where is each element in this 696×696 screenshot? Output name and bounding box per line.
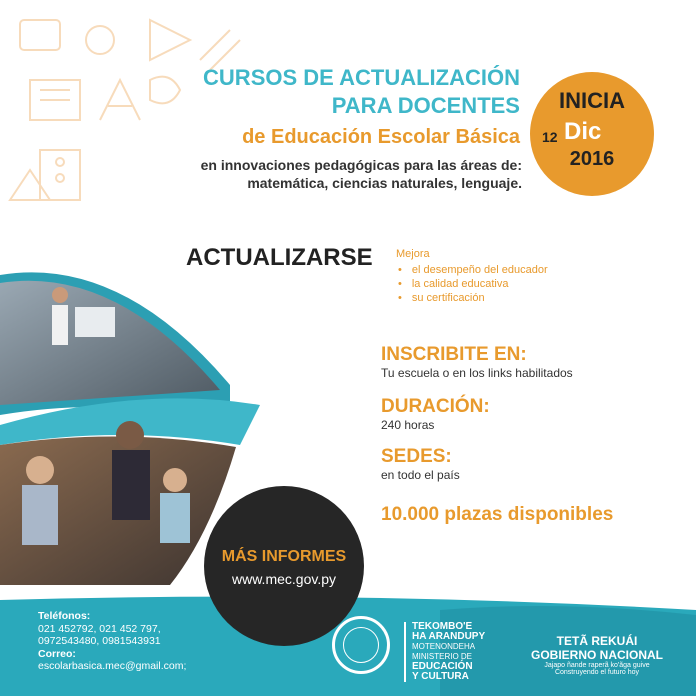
benefits-list — [398, 263, 548, 305]
enroll-title: INSCRIBITE EN: — [381, 344, 527, 365]
benefit-item: • el desempeño del educador — [398, 263, 548, 277]
gov-line: TETÃ REKUÁI — [556, 634, 638, 648]
phones-line: 021 452792, 021 452 797, — [38, 622, 161, 635]
start-year: 2016 — [569, 148, 615, 170]
benefit-item: • la calidad educativa — [398, 277, 548, 291]
duration-title: DURACIÓN: — [381, 396, 490, 417]
main-title — [140, 64, 520, 120]
title-line-3: de Educación Escolar Básica — [242, 126, 520, 148]
benefits-heading: ACTUALIZARSE — [186, 244, 373, 271]
subtitle — [120, 156, 522, 192]
more-info-label: MÁS INFORMES — [221, 548, 347, 565]
start-day: 12 — [542, 129, 558, 145]
phones-line: 0972543480, 0981543931 — [38, 635, 161, 647]
email-link[interactable]: escolarbasica.mec@gmail.com; — [38, 660, 187, 672]
enroll-section — [381, 344, 573, 380]
phones-label: Teléfonos: — [38, 610, 91, 622]
title-line-2: PARA DOCENTES — [331, 93, 520, 118]
start-date-badge — [530, 72, 654, 196]
venues-text: en todo el país — [381, 468, 460, 482]
gov-line: GOBIERNO NACIONAL — [531, 648, 663, 662]
benefit-item: • su certificación — [398, 291, 548, 305]
ministry-line: EDUCACIÓN — [412, 661, 473, 672]
subtitle-line-2: matemática, ciencias naturales, lenguaje. — [247, 175, 522, 191]
ministry-line: Y CULTURA — [412, 671, 469, 682]
gov-line: Construyendo el futuro hoy — [554, 669, 640, 676]
subtitle-line-1: en innovaciones pedagógicas para las áreas de: — [200, 157, 522, 173]
seats-available: 10.000 plazas disponibles — [381, 504, 614, 525]
start-month: Dic — [564, 118, 602, 145]
email-label: Correo: — [38, 647, 76, 660]
benefits-intro: Mejora — [396, 248, 430, 260]
more-info-badge — [204, 486, 364, 646]
contact-info — [38, 610, 186, 673]
school-doodles-icon — [0, 0, 280, 240]
seal-inner-ring — [343, 627, 379, 663]
enroll-text: Tu escuela o en los links habilitados — [381, 366, 573, 380]
title-line-1: CURSOS DE ACTUALIZACIÓN — [203, 65, 520, 90]
ministry-line: HA ARANDUPY — [412, 631, 486, 642]
government-logo — [522, 634, 672, 676]
duration-text: 240 horas — [381, 418, 435, 432]
ministry-logo-text — [404, 622, 485, 682]
venues-title: SEDES: — [381, 446, 452, 467]
ministry-line: MOTENONDEHA — [412, 642, 476, 651]
venues-section — [381, 446, 460, 482]
ministry-line: TEKOMBO'E — [412, 621, 473, 632]
gov-line: Jajapo ñande raperã ko'ãga guive — [544, 662, 650, 669]
duration-section — [381, 396, 490, 432]
ministry-seal-icon — [332, 616, 390, 674]
start-label: INICIA — [559, 88, 625, 113]
more-info-link[interactable]: www.mec.gov.py — [232, 571, 336, 587]
ministry-line: MINISTERIO DE — [412, 652, 473, 661]
